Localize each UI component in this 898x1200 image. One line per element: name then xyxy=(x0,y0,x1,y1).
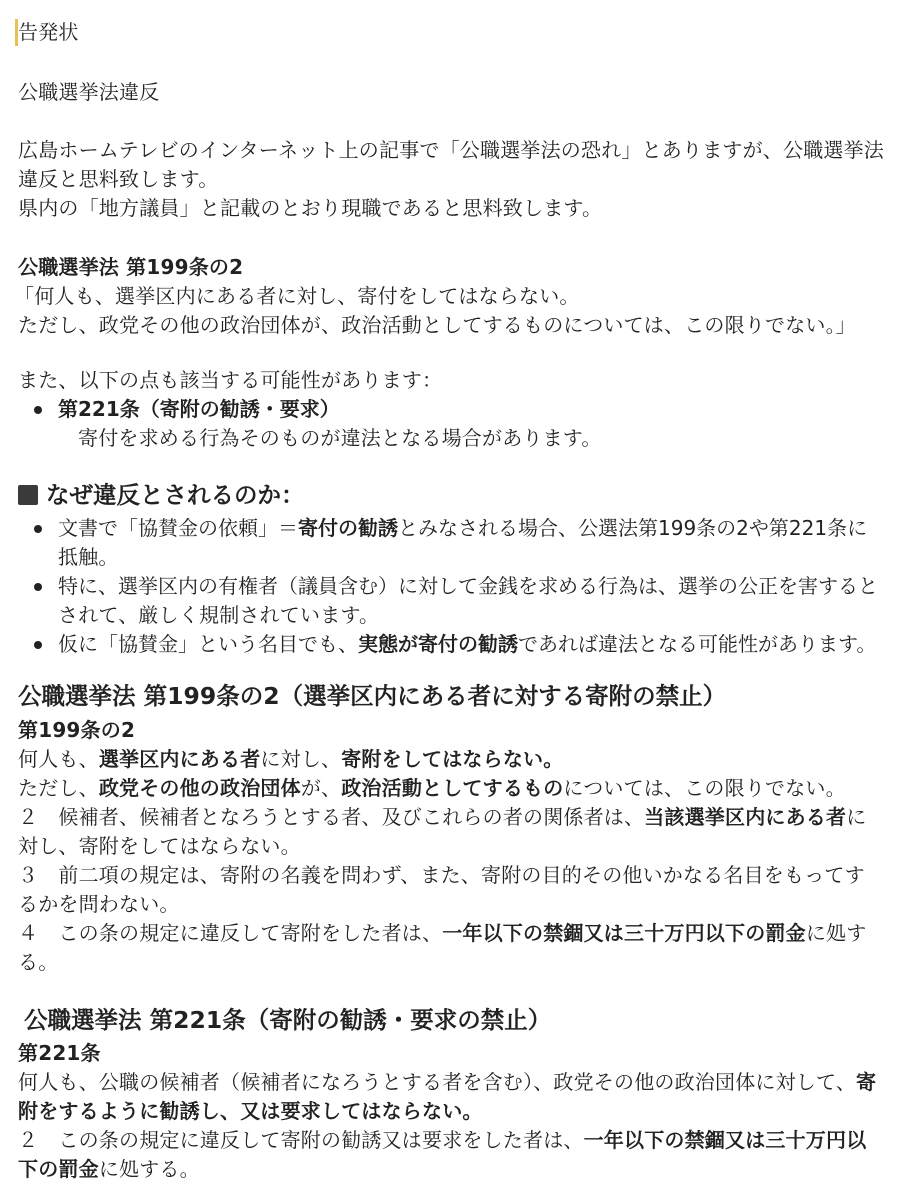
bullet-icon xyxy=(34,406,42,414)
article-221-sub: 第221条 xyxy=(18,1041,101,1065)
why-bullet-2: 特に、選挙区内の有権者（議員含む）に対して金銭を求める行為は、選挙の公正を害すると xyxy=(58,574,878,598)
subject-line: 公職選挙法違反 xyxy=(18,80,160,104)
why-bullet-2-cont: されて、厳しく規制されています。 xyxy=(58,603,380,627)
quote-line-2: ただし、政党その他の政治団体が、政治活動としてするものについては、この限りでない。」 xyxy=(18,313,856,337)
article-199-line-2: ただし、政党その他の政治団体が、政治活動としてするものについては、この限りでない。 xyxy=(18,776,846,800)
intro-line-1: 広島ホームテレビのインターネット上の記事で「公職選挙法の恐れ」とありますが、公職選挙法 xyxy=(18,138,884,162)
article-199-line-1: 何人も、選挙区内にある者に対し、寄附をしてはならない。 xyxy=(18,747,564,771)
article-221-line-1: 何人も、公職の候補者（候補者になろうとする者を含む）、政党その他の政治団体に対して、寄 xyxy=(18,1070,877,1094)
bullet-icon xyxy=(34,525,42,533)
why-bullet-1-cont: 抵触。 xyxy=(58,545,119,569)
article-199-line-4: 対し、寄附をしてはならない。 xyxy=(18,834,301,858)
article-199-line-5: ３ 前二項の規定は、寄附の名義を問わず、また、寄附の目的その他いかなる名目をもってす xyxy=(18,863,865,887)
article-221-line-4: 下の罰金に処する。 xyxy=(18,1157,200,1181)
intro-line-3: 県内の「地方議員」と記載のとおり現職であると思料致します。 xyxy=(18,196,603,220)
also-item-desc: 寄付を求める行為そのものが違法となる場合があります。 xyxy=(78,426,602,450)
bullet-icon xyxy=(34,641,42,649)
intro-line-2: 違反と思料致します。 xyxy=(18,167,219,191)
article-199-line-6: るかを問わない。 xyxy=(18,892,180,916)
article-221-heading: 公職選挙法 第221条（寄附の勧誘・要求の禁止） xyxy=(24,1006,552,1034)
article-199-line-7: ４ この条の規定に違反して寄附をした者は、一年以下の禁錮又は三十万円以下の罰金に処す xyxy=(18,921,867,945)
article-199-sub: 第199条の2 xyxy=(18,718,136,742)
article-199-line-8: る。 xyxy=(18,950,59,974)
why-bullet-3: 仮に「協賛金」という名目でも、実態が寄付の勧誘であれば違法となる可能性があります。 xyxy=(58,632,877,656)
article-199-heading: 公職選挙法 第199条の2（選挙区内にある者に対する寄附の禁止） xyxy=(18,682,727,710)
article-199-line-3: ２ 候補者、候補者となろうとする者、及びこれらの者の関係者は、当該選挙区内にある者に xyxy=(18,805,867,829)
why-bullet-1: 文書で「協賛金の依頼」＝寄付の勧誘とみなされる場合、公選法第199条の2や第221条に xyxy=(58,516,868,540)
also-intro: また、以下の点も該当する可能性があります： xyxy=(18,368,443,392)
article-221-line-3: ２ この条の規定に違反して寄附の勧誘又は要求をした者は、一年以下の禁錮又は三十万円以 xyxy=(18,1128,867,1152)
why-heading: なぜ違反とされるのか： xyxy=(18,479,305,511)
article-221-line-2: 附をするように勧誘し、又は要求してはならない。 xyxy=(18,1099,483,1123)
quote-heading: 公職選挙法 第199条の2 xyxy=(18,255,244,279)
quote-line-1: 「何人も、選挙区内にある者に対し、寄付をしてはならない。 xyxy=(14,284,580,308)
also-item-title: 第221条（寄附の勧誘・要求） xyxy=(58,397,340,421)
bullet-icon xyxy=(34,583,42,591)
square-icon xyxy=(18,485,38,505)
document-title: 告発状 xyxy=(18,20,79,44)
